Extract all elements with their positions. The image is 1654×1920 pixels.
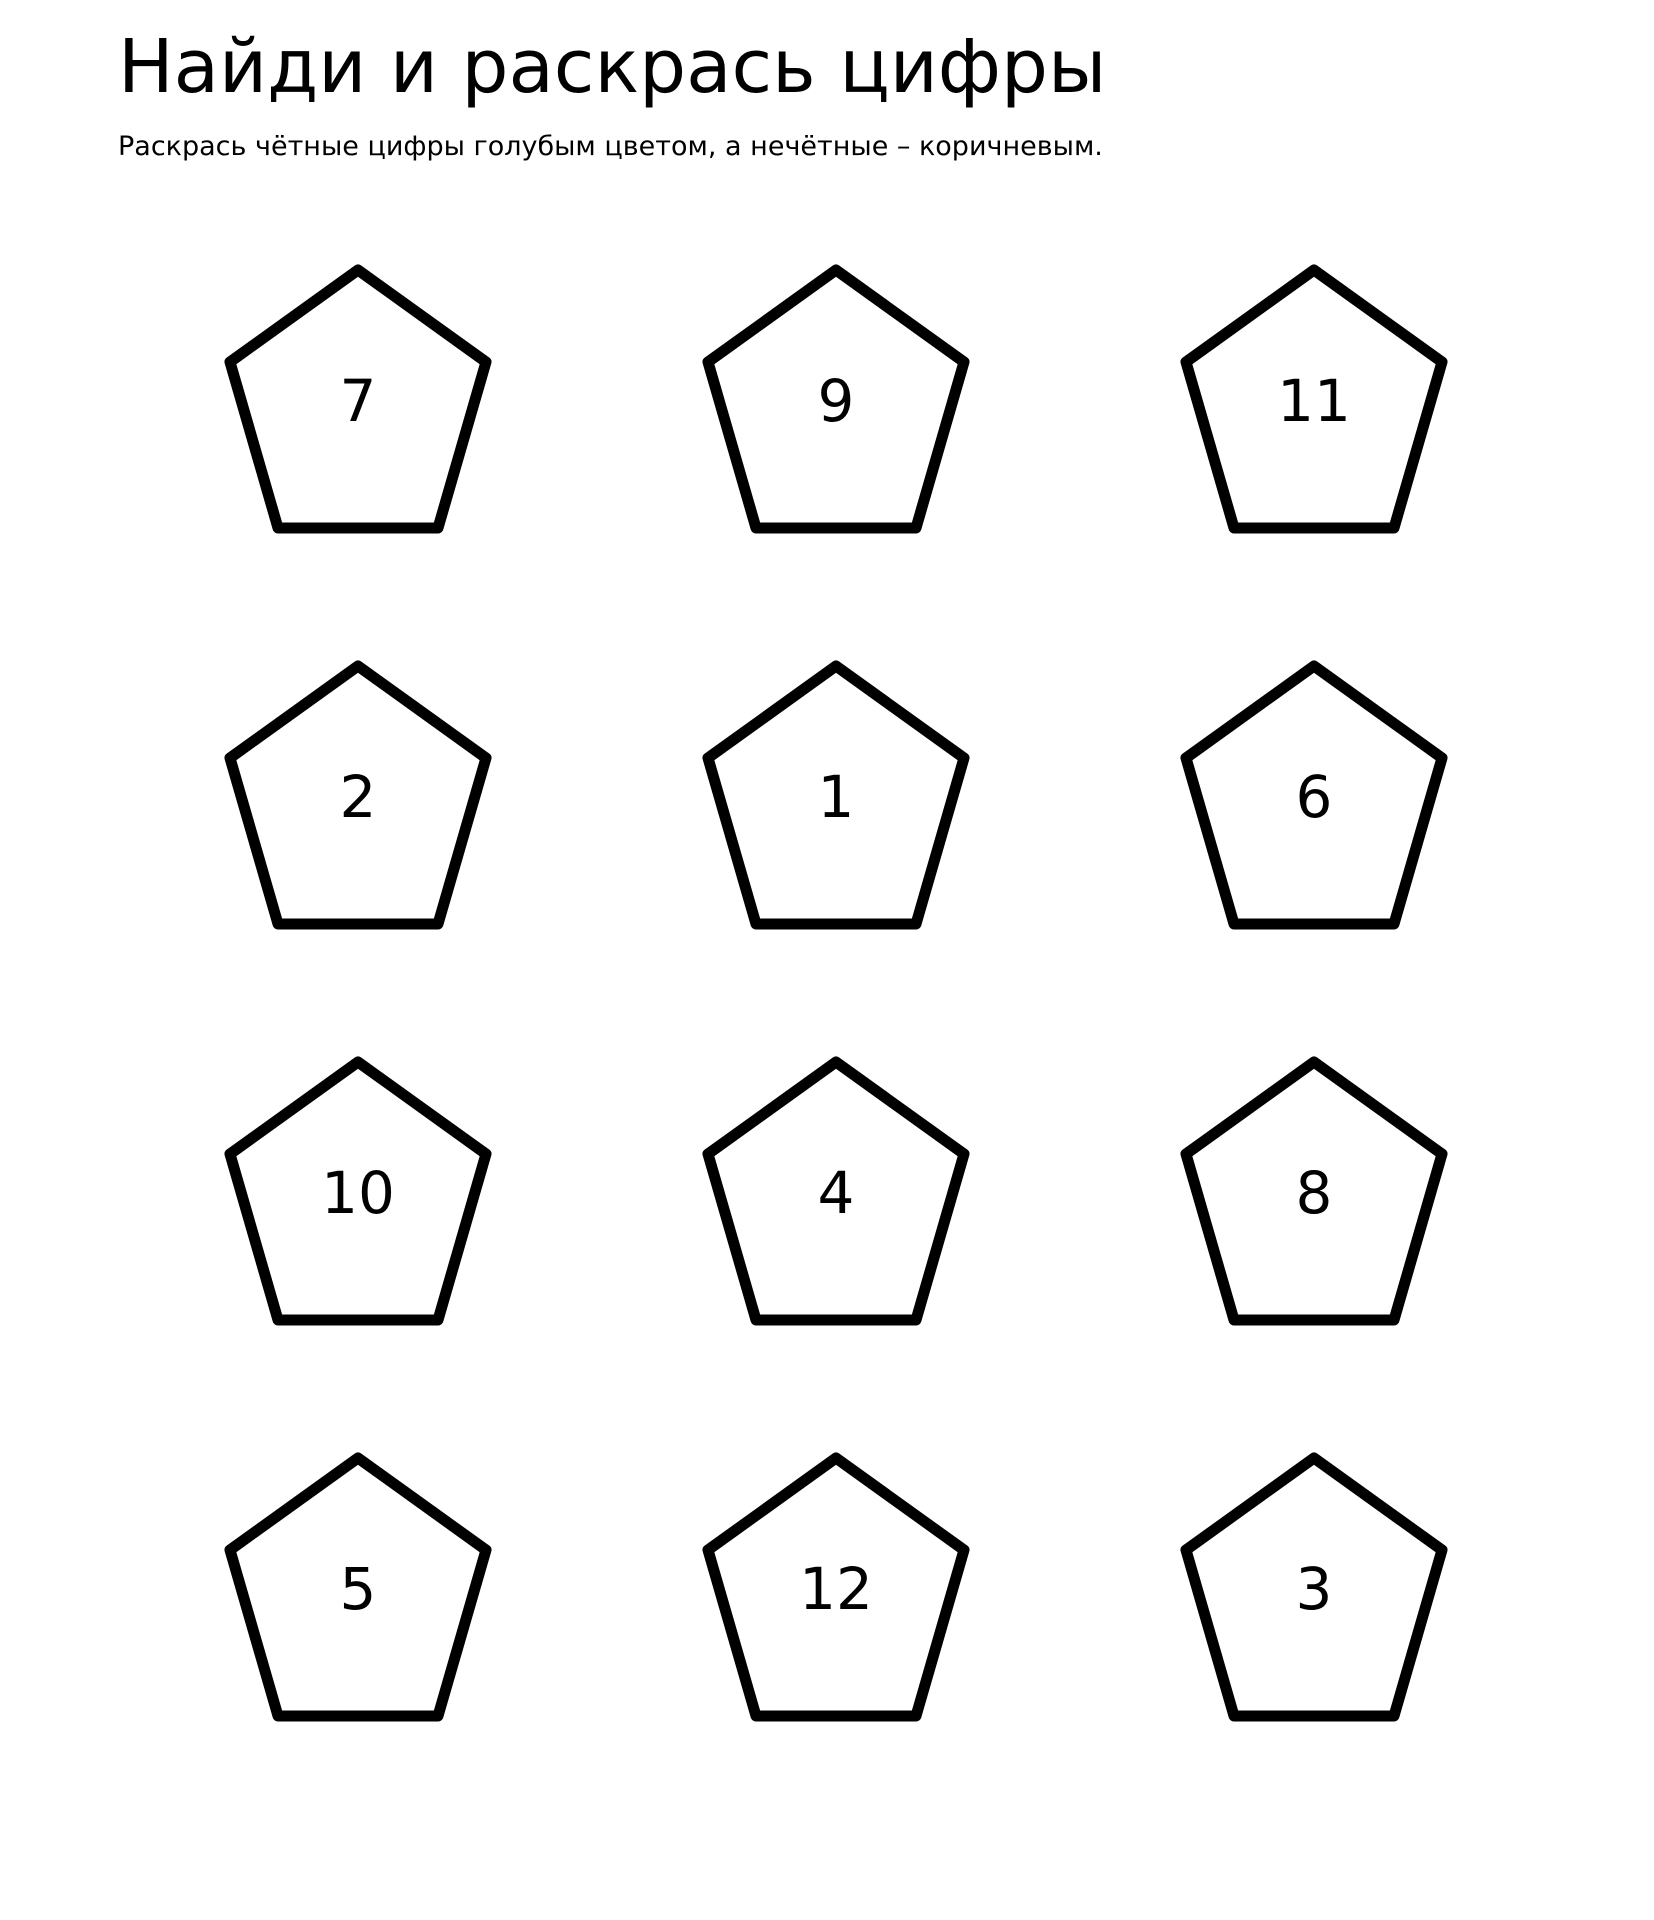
pentagon-number: 5 [339,1555,377,1623]
pentagon-number: 3 [1295,1555,1333,1623]
pentagon-cell [208,1050,508,1340]
pentagon-number: 4 [817,1159,855,1227]
worksheet-title: Найди и раскрась цифры [118,24,1107,110]
pentagon-number: 10 [321,1159,395,1227]
pentagon-cell [208,1446,508,1736]
pentagon-number: 11 [1277,367,1351,435]
pentagon-cell [1164,1050,1464,1340]
pentagon-cell [1164,654,1464,944]
pentagon-cell [208,654,508,944]
pentagon-cell [686,1050,986,1340]
pentagon-number: 1 [817,763,855,831]
pentagon-number: 6 [1295,763,1333,831]
pentagon-cell [686,258,986,548]
pentagon-number: 12 [799,1555,873,1623]
pentagon-cell [686,654,986,944]
pentagon-cell [1164,1446,1464,1736]
worksheet-instruction: Раскрась чётные цифры голубым цветом, а нечётные – коричневым. [118,131,1103,162]
pentagon-cell [208,258,508,548]
pentagon-cell [686,1446,986,1736]
pentagon-number: 8 [1295,1159,1333,1227]
pentagon-number: 9 [817,367,855,435]
pentagon-number: 7 [339,367,377,435]
pentagon-cell [1164,258,1464,548]
pentagon-number: 2 [339,763,377,831]
